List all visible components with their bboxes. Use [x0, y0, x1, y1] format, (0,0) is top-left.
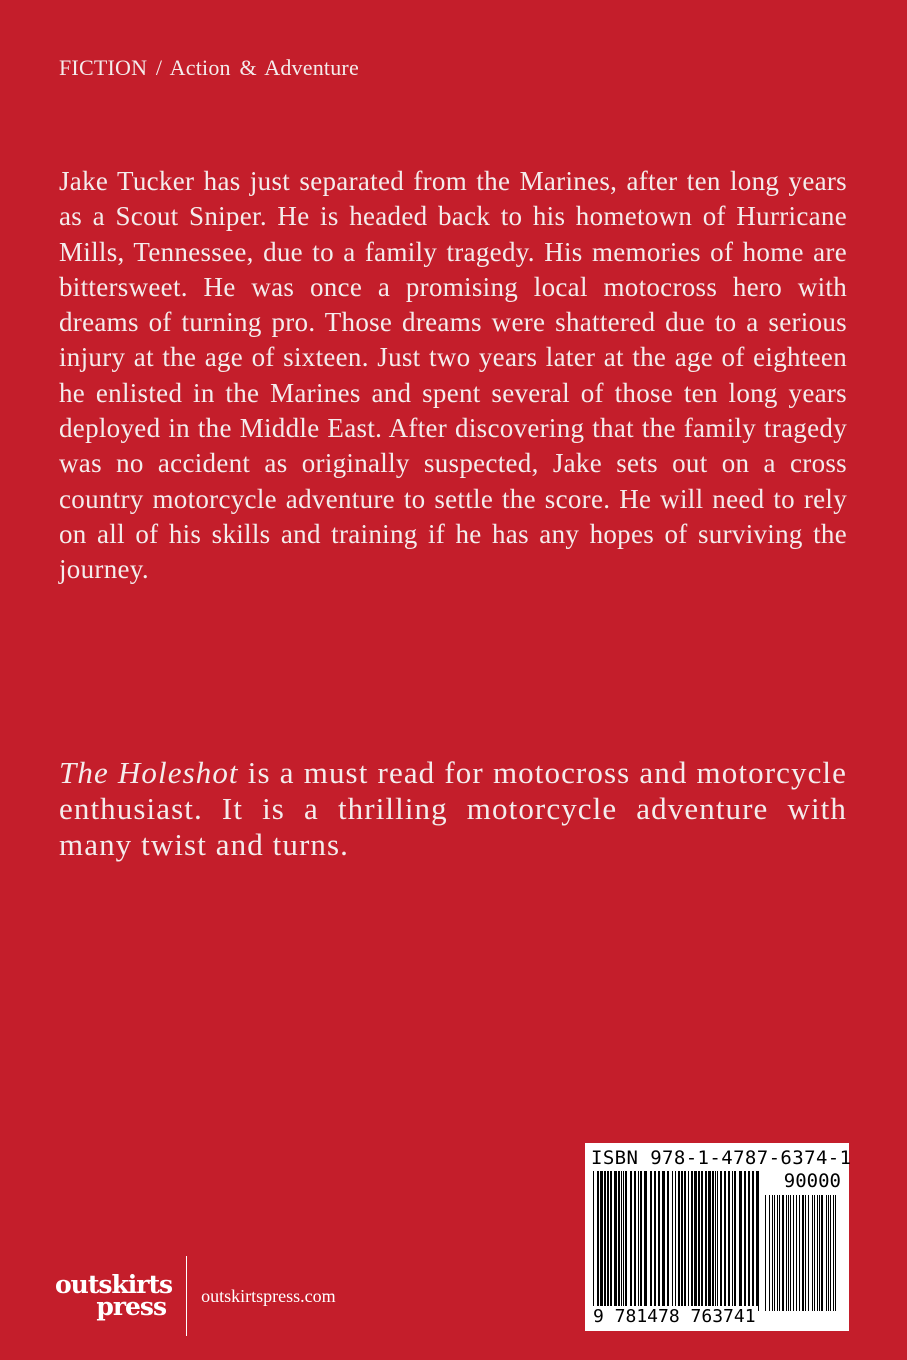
barcode-bar — [805, 1195, 806, 1311]
barcode-bar — [812, 1195, 813, 1311]
barcode-bar — [694, 1171, 697, 1311]
publisher-logo-line2: press — [96, 1292, 167, 1321]
book-title: The Holeshot — [59, 755, 239, 790]
barcode-bar — [644, 1171, 647, 1311]
barcode-bar — [744, 1171, 746, 1311]
barcode-bar — [835, 1195, 836, 1311]
barcode-bar — [698, 1171, 700, 1311]
barcode-bar — [640, 1171, 642, 1311]
barcode-bar — [774, 1195, 775, 1311]
publisher-block — [55, 1256, 336, 1336]
barcode-bar — [739, 1171, 742, 1311]
barcode-bar — [684, 1171, 686, 1311]
publisher-divider — [186, 1256, 187, 1336]
book-tagline — [59, 755, 847, 863]
barcode-bar — [777, 1195, 778, 1311]
barcode-bar — [607, 1171, 609, 1311]
barcode-bar — [712, 1171, 714, 1311]
barcode-bar — [667, 1171, 669, 1311]
barcode-bar — [782, 1195, 784, 1311]
barcode-bar — [688, 1171, 689, 1311]
barcode-bar — [621, 1171, 622, 1311]
category-label: FICTION / Action & Adventure — [59, 55, 359, 80]
barcode-bar — [662, 1171, 665, 1311]
barcode-bar — [817, 1195, 818, 1311]
barcode-bar — [597, 1171, 599, 1311]
barcode-addon-bars — [763, 1195, 841, 1311]
barcode-bar — [748, 1171, 750, 1311]
barcode-bar — [724, 1171, 726, 1311]
barcode-bar — [701, 1171, 703, 1311]
publisher-logo — [55, 1270, 173, 1321]
barcode-bar — [720, 1171, 722, 1311]
barcode-bars — [591, 1171, 761, 1311]
barcode-bar — [654, 1171, 656, 1311]
barcode-bar — [728, 1171, 730, 1311]
barcode-bar — [717, 1171, 718, 1311]
barcode-bar — [819, 1195, 820, 1311]
barcode-bar — [630, 1171, 632, 1311]
barcode-bar — [678, 1171, 680, 1311]
isbn-barcode — [585, 1143, 852, 1331]
publisher-website: outskirtspress.com — [201, 1285, 336, 1306]
barcode-bar — [826, 1195, 827, 1311]
barcode-bar — [830, 1195, 831, 1311]
barcode-bar — [681, 1171, 683, 1311]
barcode-bar — [769, 1195, 770, 1311]
barcode-bar — [623, 1171, 624, 1311]
barcode-bar — [793, 1195, 794, 1311]
publisher-logo-line1: outskirts — [55, 1270, 173, 1299]
barcode-bar — [618, 1171, 620, 1311]
barcode-bar — [828, 1195, 829, 1311]
barcode-bar — [634, 1171, 636, 1311]
barcode-bar — [821, 1195, 823, 1311]
barcode-bar — [658, 1171, 660, 1311]
barcode-bar — [752, 1171, 754, 1311]
barcode-bar — [833, 1195, 834, 1311]
barcode-bar — [799, 1195, 800, 1311]
barcode-bar — [765, 1195, 766, 1311]
book-description: Jake Tucker has just separated from the Marines, after ten long years as a Scout Sniper. He is headed back to his hometown of Hurricane Mills, Tennessee, due to a family tragedy. His memories of home are bittersweet. He was once a promising local motocross hero with dreams of turning pro. Those dreams were shattered due to a serious injury at the age of sixteen. Just two years later at the age of eighteen he enlisted in the Marines and spent several of those ten long years deployed in the Middle East. After discovering that the family tragedy was no accident as originally suspected, Jake sets out on a cross country motorcycle adventure to settle the score. He will need to rely on all of his skills and training if he has any hopes of surviving the journey. — [59, 166, 847, 585]
barcode-bar — [715, 1171, 716, 1311]
barcode-bar — [593, 1171, 594, 1311]
barcode-bar — [772, 1195, 773, 1311]
barcode-bar — [734, 1171, 736, 1311]
barcode-bar — [625, 1171, 627, 1311]
barcode-bar — [638, 1171, 639, 1311]
ean-number: 9 781478 763741 — [593, 1306, 756, 1327]
barcode-bar — [708, 1171, 711, 1311]
barcode-bar — [788, 1195, 789, 1311]
barcode-bar — [705, 1171, 707, 1311]
barcode-bar — [604, 1171, 606, 1311]
tagline-text: is a must read for motocross and motorcycle enthusiast. It is a thrilling motorcycle adventure with many twist and turns. — [59, 755, 848, 862]
barcode-bar — [672, 1171, 673, 1311]
barcode-bar — [691, 1171, 693, 1311]
barcode-bar — [614, 1171, 617, 1311]
barcode-bar — [600, 1171, 603, 1311]
barcode-bar — [650, 1171, 652, 1311]
isbn-number: ISBN 978-1-4787-6374-1 — [591, 1147, 852, 1169]
barcode-bar — [808, 1195, 809, 1311]
barcode-bar — [779, 1195, 780, 1311]
barcode-bar — [756, 1171, 759, 1311]
barcode-bar — [814, 1195, 815, 1311]
barcode-bar — [786, 1195, 787, 1311]
barcode-bar — [610, 1171, 612, 1311]
barcode-bar — [790, 1195, 791, 1311]
barcode-bar — [802, 1195, 804, 1311]
price-code: 90000 — [783, 1170, 841, 1192]
barcode-bar — [732, 1171, 733, 1311]
barcode-bar — [796, 1195, 797, 1311]
barcode-bar — [675, 1171, 676, 1311]
